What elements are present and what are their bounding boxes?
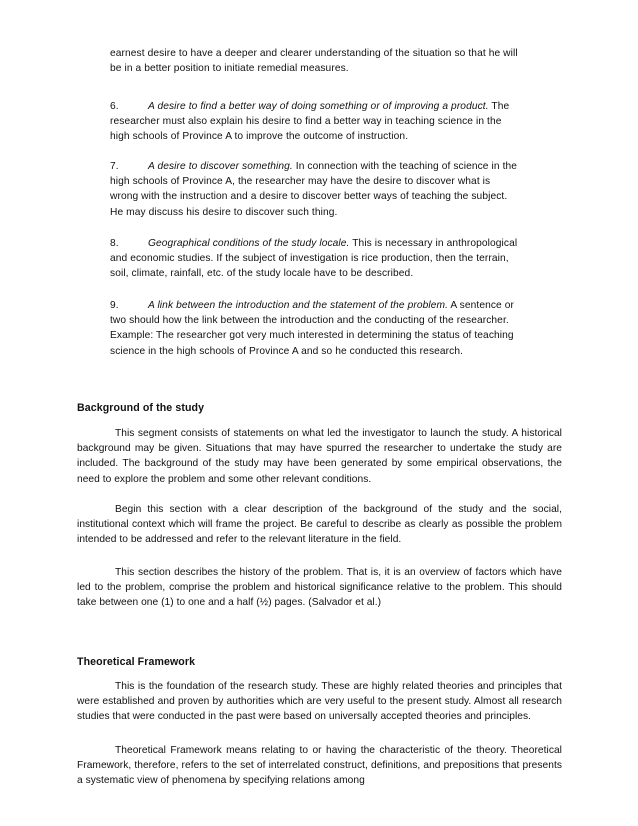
list-item-title: A desire to find a better way of doing something or of improving a product. xyxy=(148,101,489,112)
background-paragraph-3: This section describes the history of the problem. That is, it is an overview of factors which have led to the problem, comprise the problem and historical significance relative to the problem. This should take between one (1) to one and a half (½) pages. (Salvador et al.) xyxy=(77,567,562,609)
list-item-text: A sentence or two should how the link between the introduction and the conducting of the researcher. Example: The researcher got very much interested in determining the status of teaching science in the high schools of Province A and so he conducted this research. xyxy=(110,300,515,357)
list-item-title: A desire to discover something. xyxy=(148,161,293,172)
list-item-number: 6. xyxy=(110,101,119,112)
theoretical-framework-paragraph-1: This is the foundation of the research study. These are highly related theories and principles that were established and proven by authorities which are very useful to the present study. Almost all research studies that were conducted in the past were based on universally accepted theories and principles. xyxy=(77,681,562,723)
list-item-6 xyxy=(110,99,520,145)
list-item-text: This is necessary in anthropological and economic studies. If the subject of investigation is rice production, then the terrain, soil, climate, rainfall, etc. of the study locale have to be described. xyxy=(110,238,518,280)
list-item-9 xyxy=(110,298,520,359)
list-item-title: Geographical conditions of the study locale. xyxy=(148,238,350,249)
list-item-8 xyxy=(110,236,520,282)
list-item-number: 7. xyxy=(110,161,119,172)
background-paragraph-2: Begin this section with a clear description of the background of the study and the social, institutional context which will frame the project. Be careful to describe as clearly as possible the problem intended to be addressed and refer to the relevant literature in the field. xyxy=(77,504,562,546)
background-paragraph-1: This segment consists of statements on what led the investigator to launch the study. A historical background may be given. Situations that may have spurred the researcher to undertake the study are included. The background of the study may have been generated by some empirical observations, the need to explore the problem and some other relevant conditions. xyxy=(77,428,562,485)
background-heading: Background of the study xyxy=(77,402,205,414)
intro-continuation-text: earnest desire to have a deeper and clearer understanding of the situation so that he will be in a better position to initiate remedial measures. xyxy=(110,48,518,75)
list-item-text: The researcher must also explain his desire to find a better way in teaching science in the high schools of Province A to improve the outcome of instruction. xyxy=(110,101,510,143)
theoretical-framework-heading: Theoretical Framework xyxy=(77,656,196,668)
list-item-text: In connection with the teaching of science in the high schools of Province A, the researcher may have the desire to discover what is wrong with the instruction and a desire to discover better ways of teaching the subject. He may discuss his desire to discover such thing. xyxy=(110,161,518,218)
list-item-number: 8. xyxy=(110,238,119,249)
list-item-7 xyxy=(110,159,520,220)
list-item-title: A link between the introduction and the statement of the problem. xyxy=(148,300,449,311)
list-item-number: 9. xyxy=(110,300,119,311)
theoretical-framework-paragraph-2: Theoretical Framework means relating to or having the characteristic of the theory. Theoretical Framework, therefore, refers to the set of interrelated construct, definitions, and prepositions that presents a systematic view of phenomena by specifying relations among xyxy=(77,745,562,787)
